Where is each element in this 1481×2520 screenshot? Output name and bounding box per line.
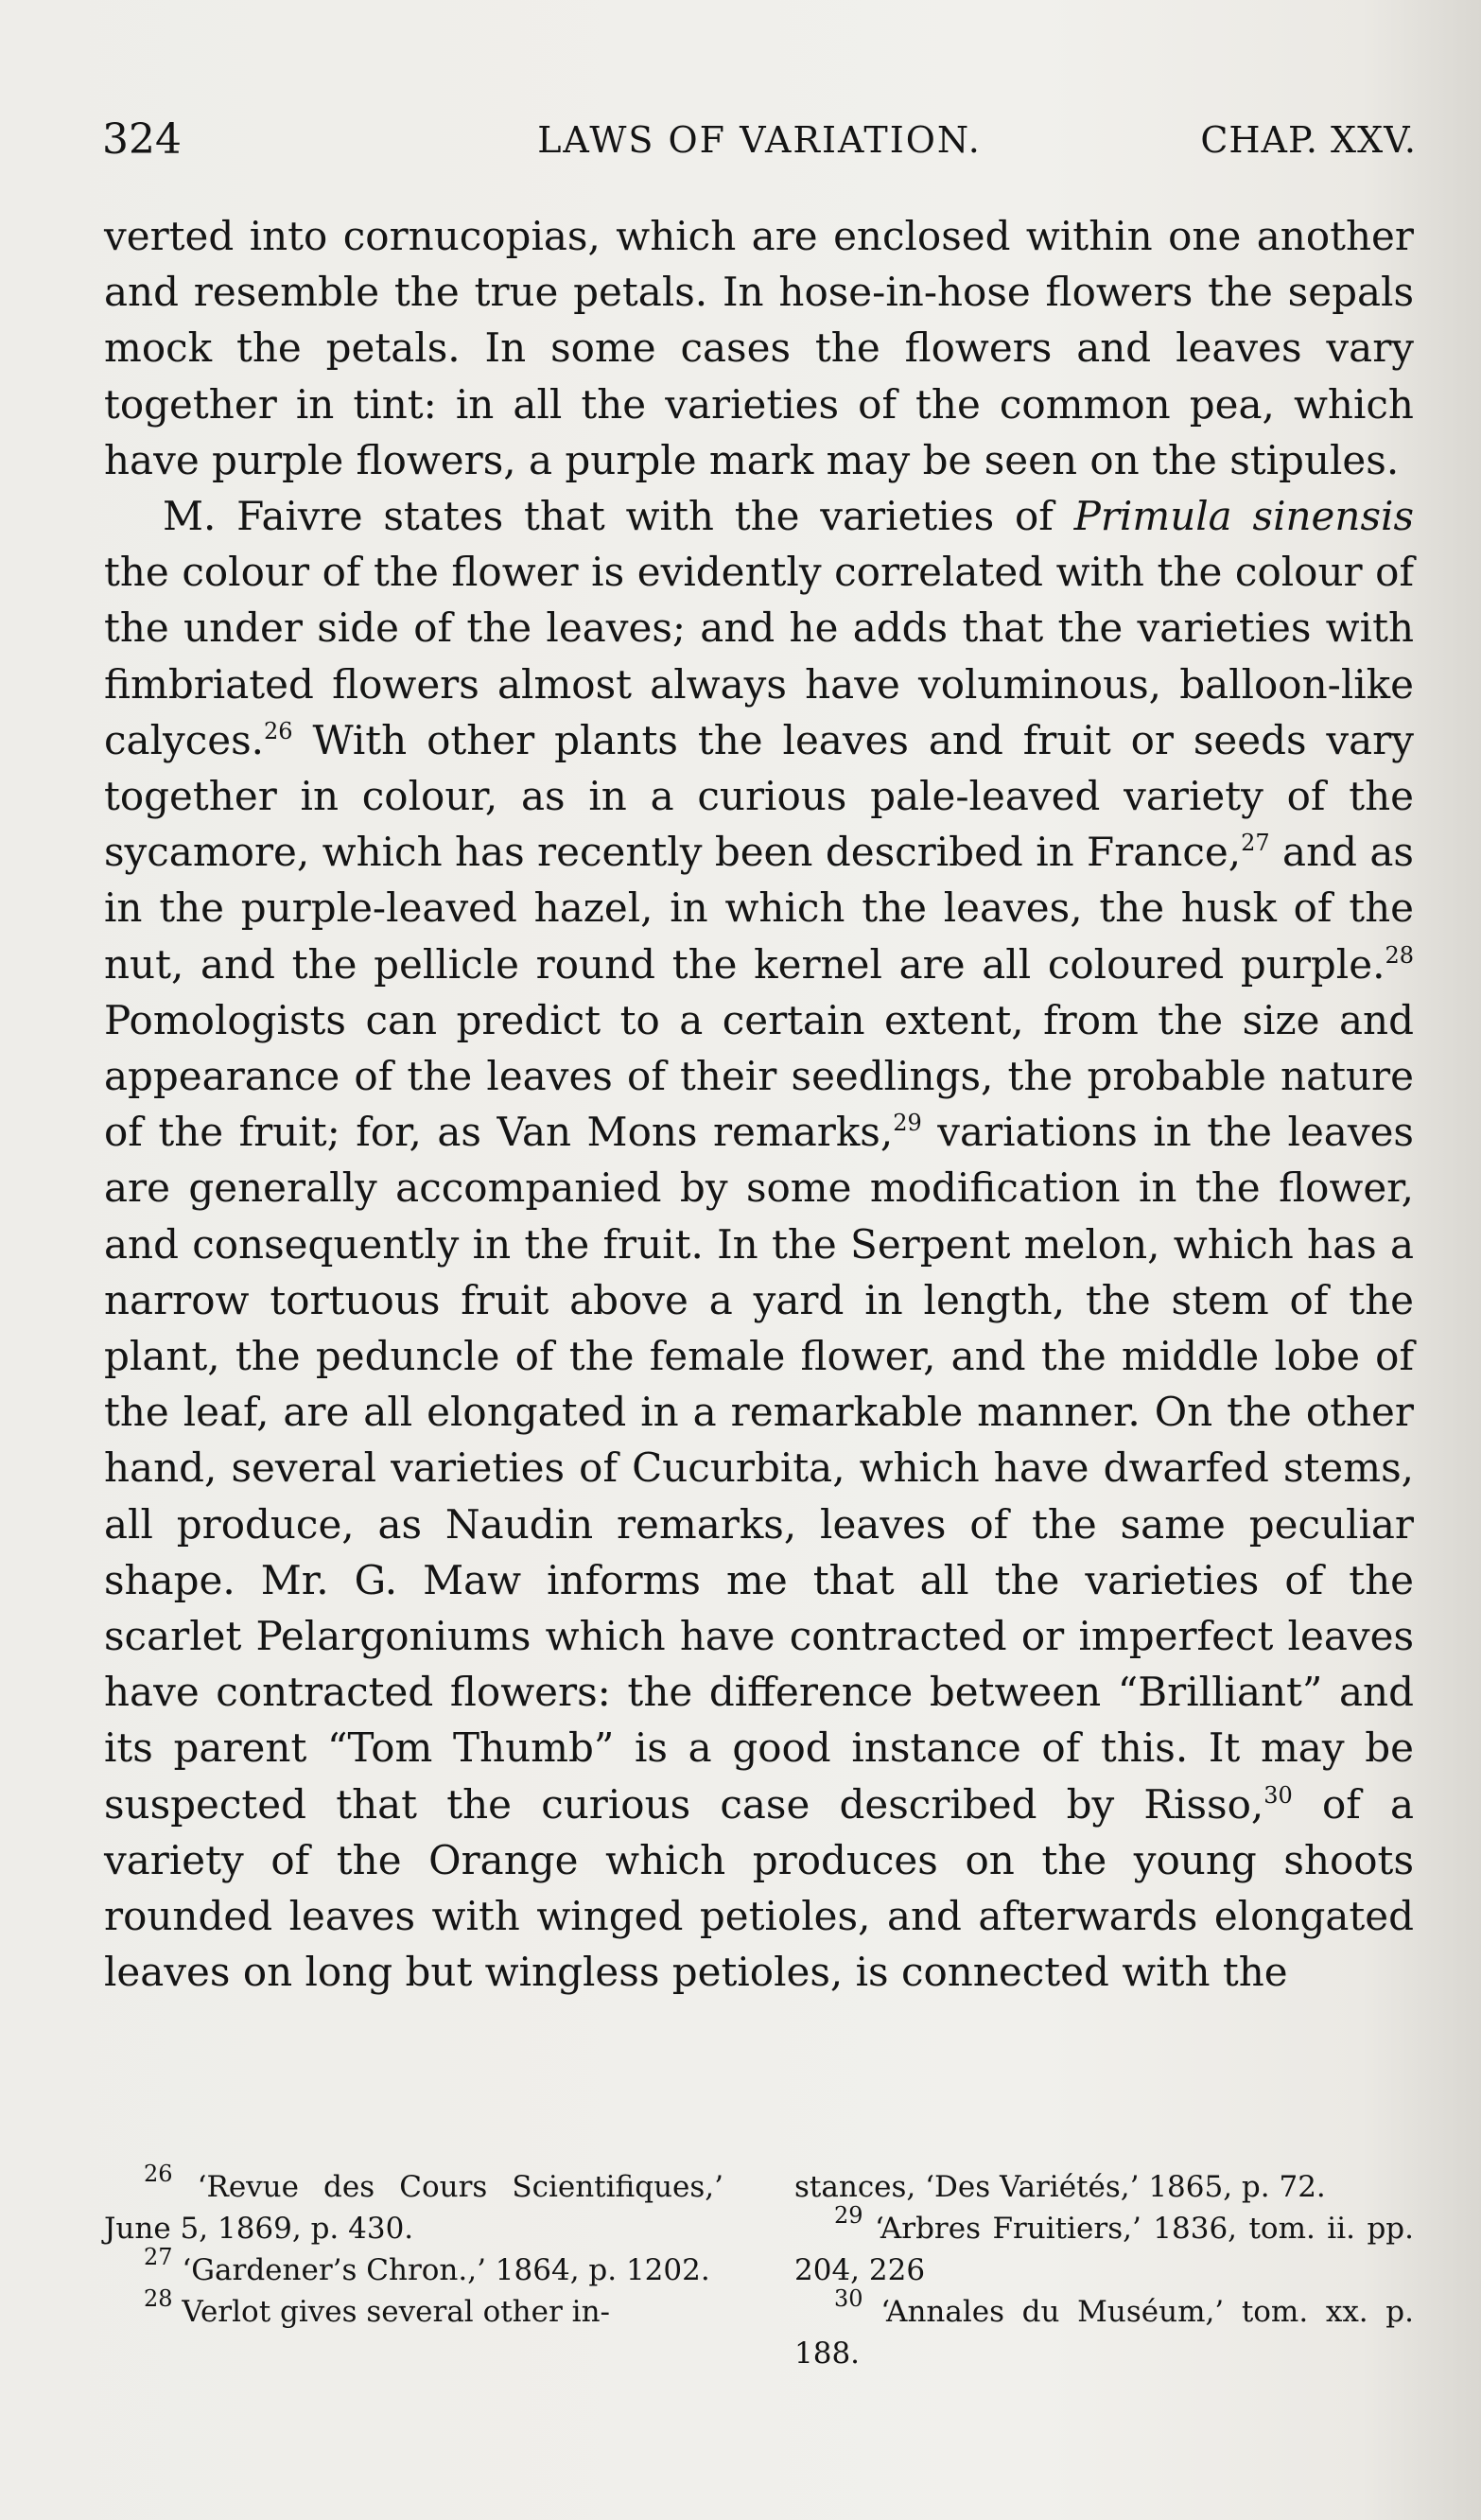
footnote-26 (104, 2161, 724, 2249)
footnote-27 (104, 2244, 723, 2291)
footnote-text: ‘Revue des Cours Scientifiques,’ June 5, 1869, p. 430. (104, 2170, 724, 2246)
footnote-ref-27[interactable]: 27 (1241, 830, 1270, 857)
footnote-text: ‘Annales du Muséum,’ tom. xx. p. 188. (794, 2295, 1414, 2371)
paragraph-continued: verted into cornucopias, which are enclosed within one another and resemble the true petals. In hose-in-hose flowers the sepals mock the petals. In some cases the flowers and leaves vary together in tint: in all the varieties of the common pea, which have purple flowers, a purple mark may be seen on the stipules. (104, 213, 1414, 483)
footnote-text: ‘Gardener’s Chron.,’ 1864, p. 1202. (182, 2253, 710, 2287)
page-number: 324 (102, 115, 182, 164)
footnote-number: 28 (144, 2285, 173, 2312)
text-run: With other plants the leaves and fruit or seeds vary together in colour, as in a curious pale-leaved variety of the sycamore, which has recently been described in France, (104, 716, 1414, 876)
text-run: variations in the leaves are generally accompanied by some modification in the flower, and consequently in the fruit. In the Serpent melon, which has a narrow tortuous fruit above a yard in length, the stem of the plant, the peduncle of the female flower, and the middle lobe of the leaf, are all elongated in a remarkable manner. On the other hand, several varieties of Cucurbita, which have dwarfed stems, all produce, as Naudin remarks, leaves of the same peculiar shape. Mr. G. Maw informs me that all the varieties of the scarlet Pelargoniums which have contracted or imperfect leaves have contracted flowers: the difference between “Brilliant” and its parent “Tom Thumb” is a good instance of this. It may be suspected that the curious case described by Risso, (104, 1109, 1414, 1828)
footnote-ref-26[interactable]: 26 (264, 717, 293, 744)
species-name: Primula sinensis (1073, 493, 1414, 540)
footnote-number: 26 (144, 2161, 173, 2187)
footnotes-right-column (794, 2166, 1414, 2374)
footnote-number: 29 (834, 2202, 863, 2229)
footnote-number: 27 (144, 2244, 173, 2270)
footnote-ref-30[interactable]: 30 (1263, 1781, 1293, 1809)
text-run: of a variety of the Orange which produces on the young shoots rounded leaves with winged petioles, and afterwards elongated leaves on long but wingless petioles, is connected with the (104, 1780, 1414, 1996)
footnotes-left-column (104, 2161, 724, 2333)
text-run: Pomologists can predict to a certain extent, from the size and appearance of the leaves of their seedlings, the probable nature of the fruit; for, as Van Mons remarks, (104, 996, 1414, 1156)
text-run: and as in the purple-leaved hazel, in which the leaves, the husk of the nut, and the pellicle round the kernel are all coloured purple. (104, 829, 1414, 988)
footnote-ref-28[interactable]: 28 (1385, 941, 1414, 969)
footnote-29 (794, 2202, 1414, 2291)
body-text (104, 208, 1414, 2001)
footnote-30 (794, 2285, 1414, 2374)
footnote-28-continued: stances, ‘Des Variétés,’ 1865, p. 72. (794, 2170, 1326, 2204)
footnote-number: 30 (834, 2285, 863, 2312)
text-run: M. Faivre states that with the varieties of (163, 493, 1054, 540)
footnote-text: ‘Arbres Fruitiers,’ 1836, tom. ii. pp. 204, 226 (794, 2212, 1414, 2287)
running-header (102, 112, 1417, 168)
footnote-28 (104, 2285, 723, 2333)
chapter-label: CHAP. XXV. (1200, 119, 1417, 161)
footnote-text: Verlot gives several other in- (182, 2295, 611, 2329)
paragraph-faivre (104, 488, 1414, 2000)
footnote-ref-29[interactable]: 29 (893, 1110, 922, 1137)
running-title: LAWS OF VARIATION. (537, 119, 982, 161)
footnotes (104, 2161, 1414, 2384)
text-run: the colour of the flower is evidently correlated with the colour of the under side of the leaves; and he adds that the varieties with fimbriated flowers almost always have voluminous, balloon-like calyces. (104, 549, 1414, 763)
